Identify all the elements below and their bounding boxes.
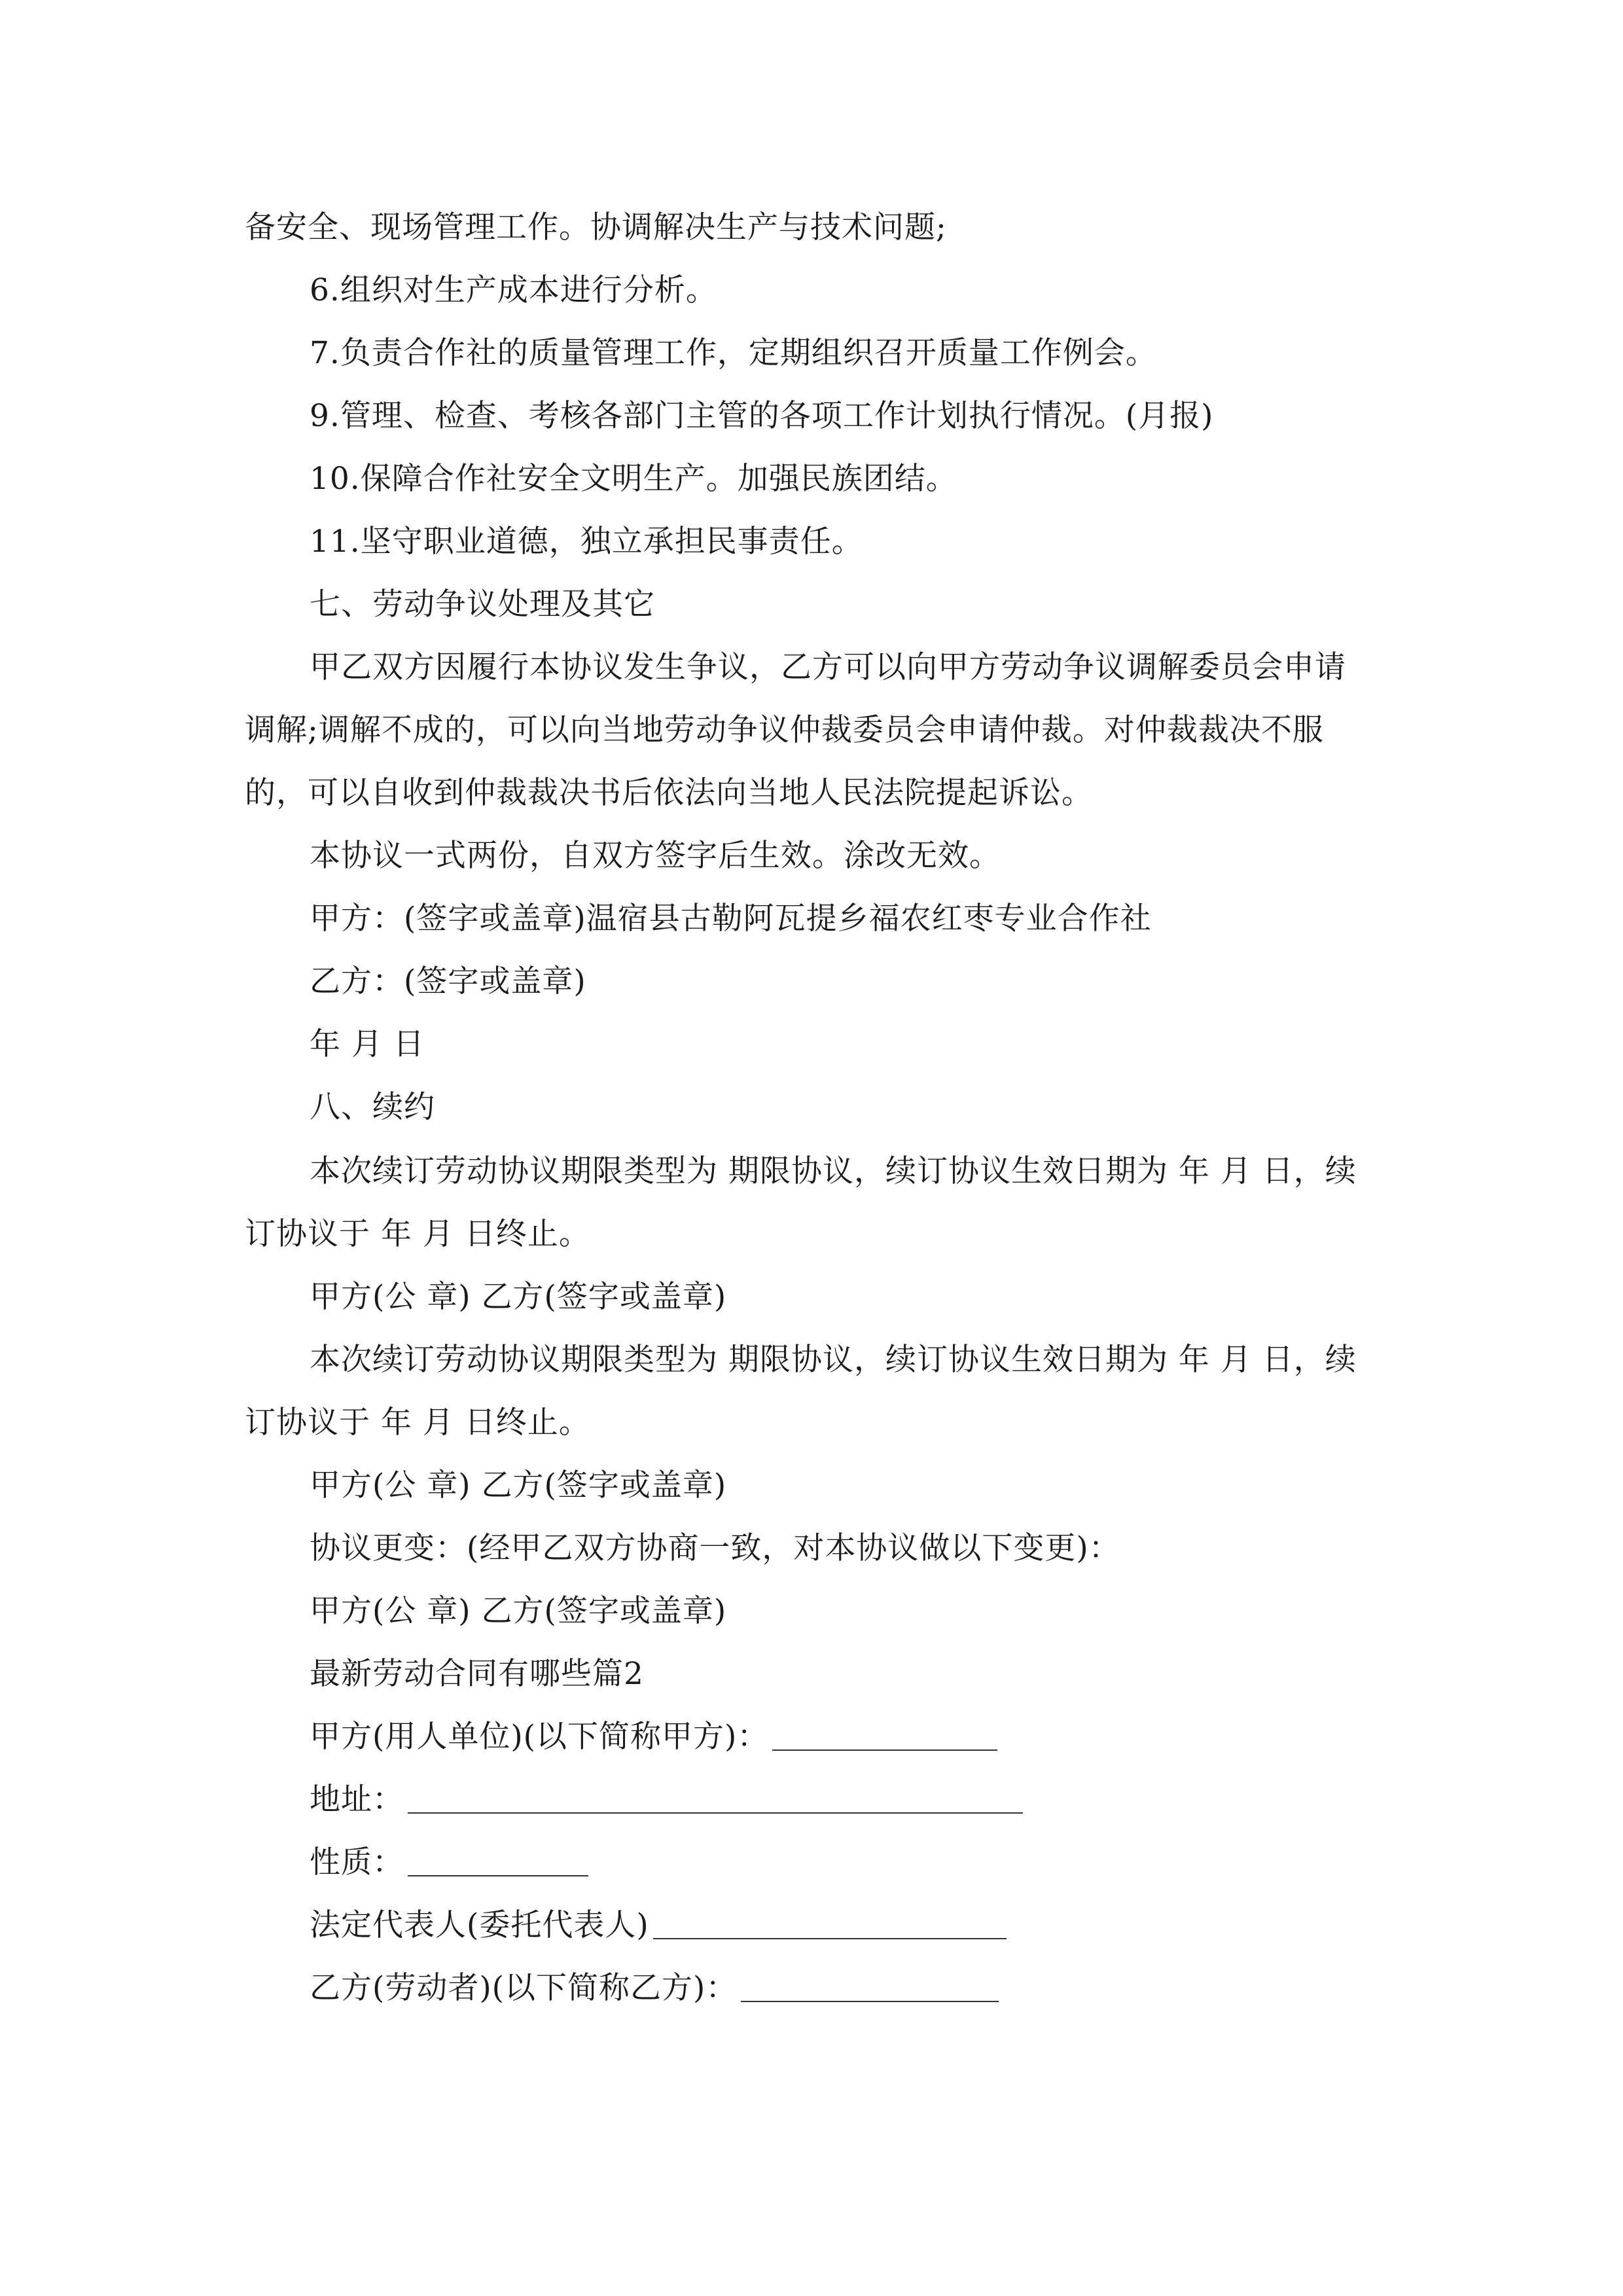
section-heading: 八、续约: [310, 1089, 435, 1125]
employee-label: 乙方(劳动者)(以下简称乙方)：: [310, 1970, 738, 2006]
address-blank[interactable]: [408, 1786, 1023, 1814]
text-line: 甲方：(签字或盖章)温宿县古勒阿瓦提乡福农红枣专业合作社: [310, 901, 1152, 937]
legal-rep-label: 法定代表人(委托代表人): [310, 1907, 649, 1943]
text-line: 甲乙双方因履行本协议发生争议，乙方可以向甲方劳动争议调解委员会申请: [310, 649, 1346, 685]
text-line: 10.保障合作社安全文明生产。加强民族团结。: [310, 461, 957, 497]
employer-blank[interactable]: [772, 1723, 997, 1751]
nature-field: [310, 1843, 588, 1882]
text-line: 订协议于 年 月 日终止。: [245, 1405, 590, 1441]
signature-line: 甲方(公 章) 乙方(签字或盖章): [310, 1467, 727, 1503]
employee-field: [310, 1969, 999, 2008]
legal-rep-blank[interactable]: [653, 1912, 1007, 1939]
text-line: 的，可以自收到仲裁裁决书后依法向当地人民法院提起诉讼。: [245, 775, 1093, 811]
text-line: 备安全、现场管理工作。协调解决生产与技术问题;: [245, 209, 947, 245]
nature-label: 性质：: [310, 1844, 404, 1880]
address-field: [310, 1780, 1023, 1820]
signature-line: 甲方(公 章) 乙方(签字或盖章): [310, 1279, 727, 1315]
text-line: 本次续订劳动协议期限类型为 期限协议，续订协议生效日期为 年 月 日，续: [310, 1153, 1357, 1189]
signature-line: 甲方(公 章) 乙方(签字或盖章): [310, 1593, 727, 1629]
address-label: 地址：: [310, 1782, 404, 1818]
section-heading: 七、劳动争议处理及其它: [310, 586, 655, 622]
text-line: 7.负责合作社的质量管理工作，定期组织召开质量工作例会。: [310, 335, 1157, 371]
legal-rep-field: [310, 1906, 1007, 1945]
text-line: 协议更变：(经甲乙双方协商一致，对本协议做以下变更)：: [310, 1530, 1120, 1566]
text-line: 乙方：(签字或盖章): [310, 963, 586, 999]
text-line: 订协议于 年 月 日终止。: [245, 1216, 590, 1252]
nature-blank[interactable]: [408, 1849, 588, 1876]
employer-label: 甲方(用人单位)(以下简称甲方)：: [310, 1719, 769, 1755]
text-line: 11.坚守职业道德，独立承担民事责任。: [310, 524, 863, 560]
text-line: 9.管理、检查、考核各部门主管的各项工作计划执行情况。(月报): [310, 398, 1214, 434]
employer-field: [310, 1717, 997, 1757]
text-line: 6.组织对生产成本进行分析。: [310, 272, 717, 308]
employee-blank[interactable]: [741, 1975, 999, 2002]
text-line: 本次续订劳动协议期限类型为 期限协议，续订协议生效日期为 年 月 日，续: [310, 1342, 1357, 1378]
date-line: 年 月 日: [310, 1026, 425, 1062]
section-title: 最新劳动合同有哪些篇2: [310, 1656, 644, 1692]
text-line: 调解;调解不成的，可以向当地劳动争议仲裁委员会申请仲裁。对仲裁裁决不服: [245, 712, 1324, 748]
text-line: 本协议一式两份，自双方签字后生效。涂改无效。: [310, 838, 1001, 874]
